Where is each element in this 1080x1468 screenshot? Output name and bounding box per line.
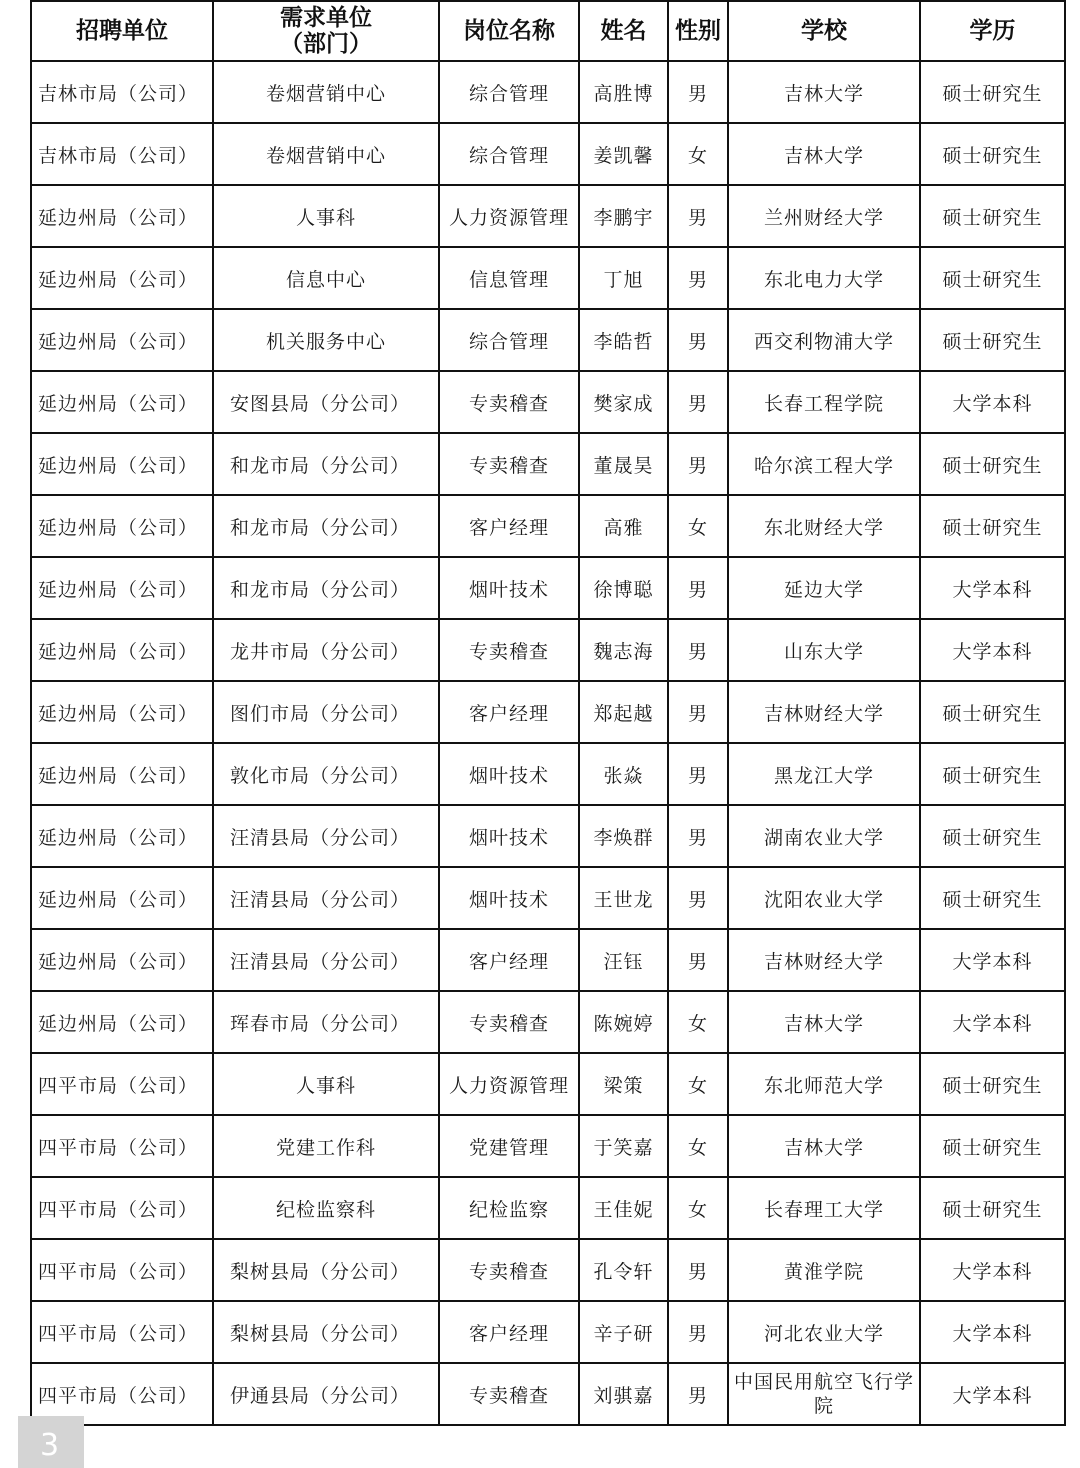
cell-school: 黄淮学院 xyxy=(728,1239,920,1301)
cell-position: 人力资源管理 xyxy=(439,1053,579,1115)
cell-education: 大学本科 xyxy=(920,1239,1065,1301)
table-row xyxy=(31,61,1065,123)
cell-school: 哈尔滨工程大学 xyxy=(728,433,920,495)
cell-name: 樊家成 xyxy=(579,371,668,433)
cell-name: 李焕群 xyxy=(579,805,668,867)
cell-department: 汪清县局（分公司） xyxy=(213,929,439,991)
cell-recruiting-unit: 吉林市局（公司） xyxy=(31,61,213,123)
table-body xyxy=(31,61,1065,1425)
cell-name: 汪钰 xyxy=(579,929,668,991)
header-row xyxy=(31,1,1065,61)
header-recruiting-unit: 招聘单位 xyxy=(31,1,213,61)
cell-gender: 男 xyxy=(668,557,728,619)
cell-education: 硕士研究生 xyxy=(920,123,1065,185)
cell-education: 硕士研究生 xyxy=(920,1115,1065,1177)
cell-gender: 女 xyxy=(668,495,728,557)
table-row xyxy=(31,1177,1065,1239)
table-row xyxy=(31,495,1065,557)
cell-recruiting-unit: 延边州局（公司） xyxy=(31,743,213,805)
cell-school: 沈阳农业大学 xyxy=(728,867,920,929)
cell-education: 硕士研究生 xyxy=(920,1053,1065,1115)
cell-position: 烟叶技术 xyxy=(439,805,579,867)
cell-department: 图们市局（分公司） xyxy=(213,681,439,743)
cell-name: 辛子研 xyxy=(579,1301,668,1363)
cell-department: 伊通县局（分公司） xyxy=(213,1363,439,1425)
cell-position: 人力资源管理 xyxy=(439,185,579,247)
cell-name: 于笑嘉 xyxy=(579,1115,668,1177)
cell-name: 刘骐嘉 xyxy=(579,1363,668,1425)
cell-recruiting-unit: 延边州局（公司） xyxy=(31,371,213,433)
cell-recruiting-unit: 四平市局（公司） xyxy=(31,1239,213,1301)
cell-name: 姜凯馨 xyxy=(579,123,668,185)
cell-position: 客户经理 xyxy=(439,495,579,557)
cell-school: 吉林财经大学 xyxy=(728,929,920,991)
cell-department: 龙井市局（分公司） xyxy=(213,619,439,681)
cell-recruiting-unit: 延边州局（公司） xyxy=(31,991,213,1053)
cell-name: 王世龙 xyxy=(579,867,668,929)
cell-education: 硕士研究生 xyxy=(920,247,1065,309)
cell-department: 卷烟营销中心 xyxy=(213,61,439,123)
table-row xyxy=(31,371,1065,433)
cell-school: 河北农业大学 xyxy=(728,1301,920,1363)
cell-gender: 男 xyxy=(668,1301,728,1363)
cell-department: 汪清县局（分公司） xyxy=(213,805,439,867)
cell-name: 李鹏宇 xyxy=(579,185,668,247)
cell-position: 专卖稽查 xyxy=(439,1239,579,1301)
cell-position: 综合管理 xyxy=(439,309,579,371)
cell-gender: 女 xyxy=(668,1053,728,1115)
cell-name: 王佳妮 xyxy=(579,1177,668,1239)
cell-department: 梨树县局（分公司） xyxy=(213,1239,439,1301)
cell-education: 硕士研究生 xyxy=(920,309,1065,371)
cell-recruiting-unit: 延边州局（公司） xyxy=(31,867,213,929)
cell-gender: 男 xyxy=(668,433,728,495)
cell-recruiting-unit: 四平市局（公司） xyxy=(31,1301,213,1363)
cell-name: 丁旭 xyxy=(579,247,668,309)
cell-school: 吉林大学 xyxy=(728,61,920,123)
cell-school: 吉林大学 xyxy=(728,123,920,185)
page-number-badge: 3 xyxy=(18,1416,84,1468)
table-row xyxy=(31,1053,1065,1115)
table-row xyxy=(31,185,1065,247)
cell-recruiting-unit: 延边州局（公司） xyxy=(31,557,213,619)
cell-name: 徐博聪 xyxy=(579,557,668,619)
header-name: 姓名 xyxy=(579,1,668,61)
cell-school: 长春理工大学 xyxy=(728,1177,920,1239)
cell-education: 硕士研究生 xyxy=(920,495,1065,557)
cell-department: 机关服务中心 xyxy=(213,309,439,371)
cell-position: 客户经理 xyxy=(439,929,579,991)
cell-gender: 男 xyxy=(668,309,728,371)
cell-department: 和龙市局（分公司） xyxy=(213,495,439,557)
cell-education: 大学本科 xyxy=(920,929,1065,991)
cell-position: 专卖稽查 xyxy=(439,1363,579,1425)
header-position: 岗位名称 xyxy=(439,1,579,61)
table-row xyxy=(31,1363,1065,1425)
cell-name: 张焱 xyxy=(579,743,668,805)
cell-school: 西交利物浦大学 xyxy=(728,309,920,371)
cell-position: 专卖稽查 xyxy=(439,371,579,433)
cell-recruiting-unit: 延边州局（公司） xyxy=(31,495,213,557)
header-gender: 性别 xyxy=(668,1,728,61)
cell-department: 党建工作科 xyxy=(213,1115,439,1177)
cell-recruiting-unit: 四平市局（公司） xyxy=(31,1363,213,1425)
cell-gender: 男 xyxy=(668,929,728,991)
cell-recruiting-unit: 延边州局（公司） xyxy=(31,185,213,247)
cell-education: 硕士研究生 xyxy=(920,61,1065,123)
header-education: 学历 xyxy=(920,1,1065,61)
cell-recruiting-unit: 延边州局（公司） xyxy=(31,247,213,309)
table-row xyxy=(31,929,1065,991)
cell-school: 东北电力大学 xyxy=(728,247,920,309)
cell-name: 孔令轩 xyxy=(579,1239,668,1301)
table-row xyxy=(31,681,1065,743)
cell-education: 硕士研究生 xyxy=(920,743,1065,805)
cell-education: 硕士研究生 xyxy=(920,805,1065,867)
table-row xyxy=(31,1301,1065,1363)
cell-department: 珲春市局（分公司） xyxy=(213,991,439,1053)
cell-gender: 男 xyxy=(668,619,728,681)
table-row xyxy=(31,867,1065,929)
table-row xyxy=(31,619,1065,681)
cell-recruiting-unit: 四平市局（公司） xyxy=(31,1115,213,1177)
cell-department: 安图县局（分公司） xyxy=(213,371,439,433)
cell-position: 综合管理 xyxy=(439,61,579,123)
table-row xyxy=(31,123,1065,185)
cell-name: 郑起越 xyxy=(579,681,668,743)
cell-gender: 男 xyxy=(668,1239,728,1301)
table-row xyxy=(31,991,1065,1053)
cell-gender: 男 xyxy=(668,743,728,805)
cell-education: 硕士研究生 xyxy=(920,681,1065,743)
cell-recruiting-unit: 四平市局（公司） xyxy=(31,1053,213,1115)
cell-education: 大学本科 xyxy=(920,371,1065,433)
cell-name: 董晟昊 xyxy=(579,433,668,495)
cell-name: 陈婉婷 xyxy=(579,991,668,1053)
cell-recruiting-unit: 延边州局（公司） xyxy=(31,681,213,743)
cell-department: 汪清县局（分公司） xyxy=(213,867,439,929)
table-row xyxy=(31,247,1065,309)
cell-department: 卷烟营销中心 xyxy=(213,123,439,185)
cell-recruiting-unit: 延边州局（公司） xyxy=(31,309,213,371)
header-department xyxy=(213,1,439,61)
cell-recruiting-unit: 延边州局（公司） xyxy=(31,619,213,681)
cell-department: 敦化市局（分公司） xyxy=(213,743,439,805)
cell-name: 李皓哲 xyxy=(579,309,668,371)
cell-name: 高雅 xyxy=(579,495,668,557)
table-row xyxy=(31,557,1065,619)
cell-education: 硕士研究生 xyxy=(920,1177,1065,1239)
cell-department: 人事科 xyxy=(213,1053,439,1115)
cell-education: 大学本科 xyxy=(920,619,1065,681)
cell-department: 梨树县局（分公司） xyxy=(213,1301,439,1363)
cell-education: 大学本科 xyxy=(920,1301,1065,1363)
cell-position: 客户经理 xyxy=(439,681,579,743)
cell-recruiting-unit: 延边州局（公司） xyxy=(31,433,213,495)
cell-recruiting-unit: 四平市局（公司） xyxy=(31,1177,213,1239)
cell-school: 吉林大学 xyxy=(728,1115,920,1177)
cell-position: 烟叶技术 xyxy=(439,867,579,929)
header-department-text: 需求单位 （部门） xyxy=(280,5,372,57)
cell-school: 吉林大学 xyxy=(728,991,920,1053)
cell-education: 大学本科 xyxy=(920,1363,1065,1425)
cell-school: 东北师范大学 xyxy=(728,1053,920,1115)
recruitment-table xyxy=(30,0,1066,1426)
cell-education: 大学本科 xyxy=(920,557,1065,619)
cell-name: 梁策 xyxy=(579,1053,668,1115)
cell-gender: 女 xyxy=(668,1115,728,1177)
table-row xyxy=(31,1115,1065,1177)
cell-school: 山东大学 xyxy=(728,619,920,681)
cell-position: 纪检监察 xyxy=(439,1177,579,1239)
cell-education: 大学本科 xyxy=(920,991,1065,1053)
cell-gender: 女 xyxy=(668,1177,728,1239)
table-row xyxy=(31,1239,1065,1301)
cell-department: 和龙市局（分公司） xyxy=(213,433,439,495)
cell-position: 专卖稽查 xyxy=(439,433,579,495)
cell-education: 硕士研究生 xyxy=(920,433,1065,495)
cell-recruiting-unit: 吉林市局（公司） xyxy=(31,123,213,185)
cell-school: 吉林财经大学 xyxy=(728,681,920,743)
cell-school: 中国民用航空飞行学院 xyxy=(728,1363,920,1425)
table-row xyxy=(31,309,1065,371)
cell-gender: 女 xyxy=(668,991,728,1053)
table-row xyxy=(31,743,1065,805)
cell-school: 兰州财经大学 xyxy=(728,185,920,247)
cell-department: 和龙市局（分公司） xyxy=(213,557,439,619)
cell-department: 人事科 xyxy=(213,185,439,247)
cell-name: 魏志海 xyxy=(579,619,668,681)
table-row xyxy=(31,805,1065,867)
table-row xyxy=(31,433,1065,495)
cell-education: 硕士研究生 xyxy=(920,185,1065,247)
cell-department: 纪检监察科 xyxy=(213,1177,439,1239)
cell-school: 长春工程学院 xyxy=(728,371,920,433)
cell-position: 专卖稽查 xyxy=(439,991,579,1053)
cell-recruiting-unit: 延边州局（公司） xyxy=(31,929,213,991)
cell-school: 湖南农业大学 xyxy=(728,805,920,867)
cell-position: 客户经理 xyxy=(439,1301,579,1363)
cell-recruiting-unit: 延边州局（公司） xyxy=(31,805,213,867)
cell-name: 高胜博 xyxy=(579,61,668,123)
cell-gender: 男 xyxy=(668,185,728,247)
cell-school: 延边大学 xyxy=(728,557,920,619)
cell-position: 党建管理 xyxy=(439,1115,579,1177)
header-school: 学校 xyxy=(728,1,920,61)
cell-position: 烟叶技术 xyxy=(439,743,579,805)
cell-gender: 女 xyxy=(668,123,728,185)
cell-gender: 男 xyxy=(668,805,728,867)
cell-gender: 男 xyxy=(668,61,728,123)
cell-gender: 男 xyxy=(668,371,728,433)
cell-department: 信息中心 xyxy=(213,247,439,309)
cell-gender: 男 xyxy=(668,1363,728,1425)
cell-gender: 男 xyxy=(668,681,728,743)
cell-gender: 男 xyxy=(668,867,728,929)
cell-position: 综合管理 xyxy=(439,123,579,185)
cell-education: 硕士研究生 xyxy=(920,867,1065,929)
cell-school: 东北财经大学 xyxy=(728,495,920,557)
cell-position: 专卖稽查 xyxy=(439,619,579,681)
cell-school: 黑龙江大学 xyxy=(728,743,920,805)
cell-position: 烟叶技术 xyxy=(439,557,579,619)
cell-position: 信息管理 xyxy=(439,247,579,309)
cell-gender: 男 xyxy=(668,247,728,309)
